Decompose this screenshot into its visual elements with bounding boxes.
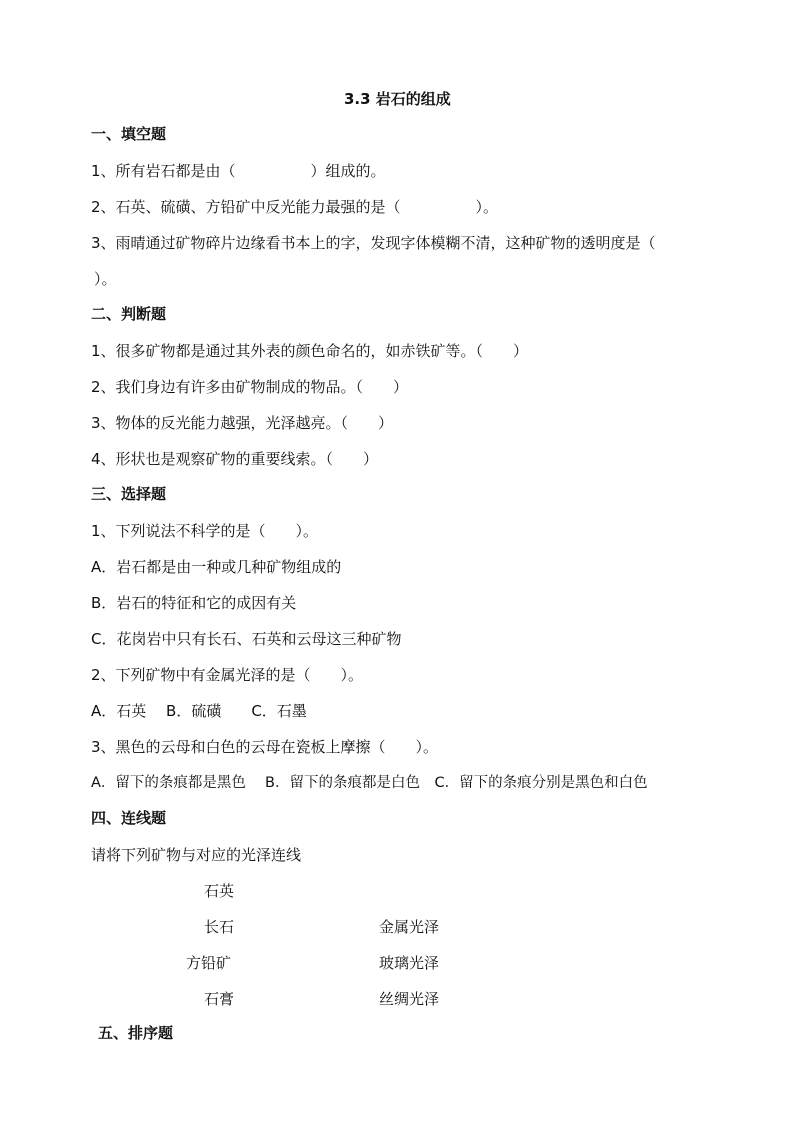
choice-options-row: A．石英 B．硫磺 C．石墨: [91, 702, 307, 720]
question-text: 3、雨晴通过矿物碎片边缘看书本上的字，发现字体模糊不清，这种矿物的透明度是（: [91, 234, 656, 252]
luster-item: 玻璃光泽: [379, 954, 440, 972]
section-heading-matching: 四、连线题: [91, 809, 167, 827]
choice-option: C．花岗岩中只有长石、石英和云母这三种矿物: [91, 630, 402, 648]
question-text: 3、物体的反光能力越强，光泽越亮。（ ）: [91, 414, 394, 432]
choice-options-row: A．留下的条痕都是黑色 B．留下的条痕都是白色 C．留下的条痕分别是黑色和白色: [91, 775, 648, 791]
section-heading-fill-blank: 一、填空题: [91, 125, 167, 143]
instruction-text: 请将下列矿物与对应的光泽连线: [91, 846, 302, 864]
question-text-continued: ）。: [94, 270, 117, 288]
section-heading-true-false: 二、判断题: [91, 305, 167, 323]
section-heading-multiple-choice: 三、选择题: [91, 485, 167, 503]
mineral-item: 石膏: [204, 990, 235, 1008]
question-text: 1、下列说法不科学的是（ ）。: [91, 522, 319, 540]
question-text: 2、石英、硫磺、方铅矿中反光能力最强的是（ ）。: [91, 198, 499, 216]
question-text: 2、下列矿物中有金属光泽的是（ ）。: [91, 666, 364, 684]
question-text: 1、很多矿物都是通过其外表的颜色命名的，如赤铁矿等。（ ）: [91, 342, 529, 360]
mineral-item: 长石: [204, 918, 235, 936]
question-text: 4、形状也是观察矿物的重要线索。（ ）: [91, 450, 379, 468]
question-text: 2、我们身边有许多由矿物制成的物品。（ ）: [91, 378, 409, 396]
luster-item: 丝绸光泽: [379, 990, 440, 1008]
mineral-item: 石英: [204, 882, 235, 900]
choice-option: A．岩石都是由一种或几种矿物组成的: [91, 558, 342, 576]
page-title: 3.3 岩石的组成: [344, 90, 451, 108]
question-text: 3、黑色的云母和白色的云母在瓷板上摩擦（ ）。: [91, 738, 439, 756]
choice-option: B．岩石的特征和它的成因有关: [91, 594, 297, 612]
luster-item: 金属光泽: [379, 918, 440, 936]
question-text: 1、所有岩石都是由（ ）组成的。: [91, 162, 386, 180]
section-heading-ordering: 五、排序题: [98, 1024, 174, 1042]
mineral-item: 方铅矿: [186, 954, 232, 972]
